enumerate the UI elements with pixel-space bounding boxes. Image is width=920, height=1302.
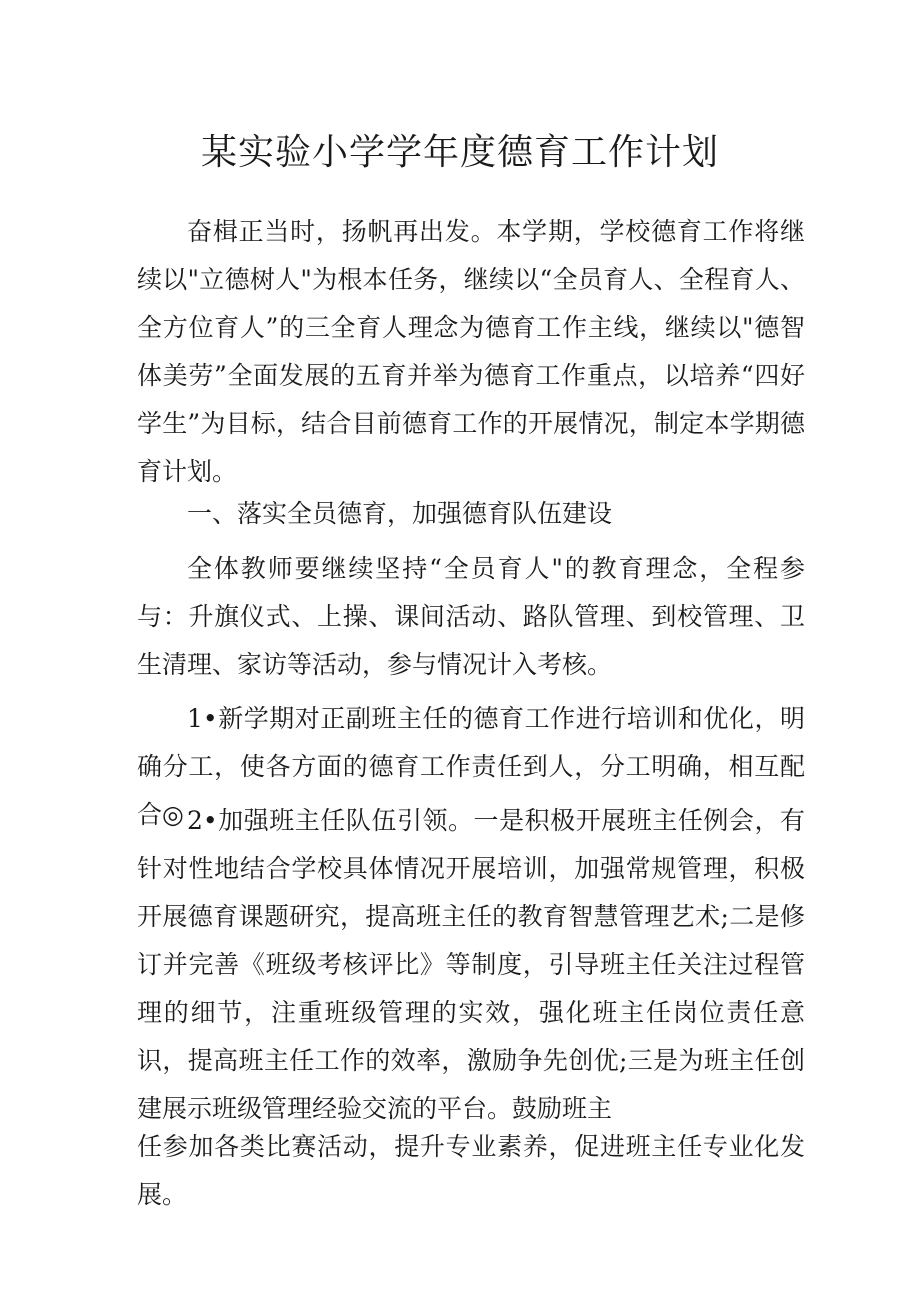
body-paragraph-item-2: 2•加强班主任队伍引领。一是积极开展班主任例会，有针对性地结合学校具体情况开展培训，加强常规管理，积极开展德育课题研究，提高班主任的教育智慧管理艺术;二是修订并完善《班级考核评比》等制度，引导班主任关注过程管理的细节，注重班级管理的实效，强化班主任岗位责任意识，提高班主任工作的效率，激励争先创优;三是为班主任创建展示班级管理经验交流的平台。鼓励班主 — [137, 806, 805, 1123]
document-title: 某实验小学学年度德育工作计划 — [200, 132, 719, 173]
intro-paragraph: 奋楫正当时，扬帆再出发。本学期，学校德育工作将继续以"立德树人"为根本任务，继续以“全员育人、全程育人、全方位育人”的三全育人理念为德育工作主线，继续以"德智体美劳”全面发展的五育并举为德育工作重点，以培养“四好学生”为目标，结合目前德育工作的开展情况，制定本学期德育计划。 — [137, 217, 805, 486]
body-paragraph-all-staff: 全体教师要继续坚持“全员育人"的教育理念，全程参与：升旗仪式、上操、课间活动、路队管理、到校管理、卫生清理、家访等活动，参与情况计入考核。 — [137, 554, 805, 679]
section-heading-1: 一、落实全员德育，加强德育队伍建设 — [187, 499, 613, 528]
body-paragraph-item-1: 1•新学期对正副班主任的德育工作进行培训和优化，明确分工，使各方面的德育工作责任到人，分工明确，相互配合◎ — [137, 704, 805, 829]
body-paragraph-continuation: 任参加各类比赛活动，提升专业素养，促进班主任专业化发展。 — [137, 1132, 805, 1209]
